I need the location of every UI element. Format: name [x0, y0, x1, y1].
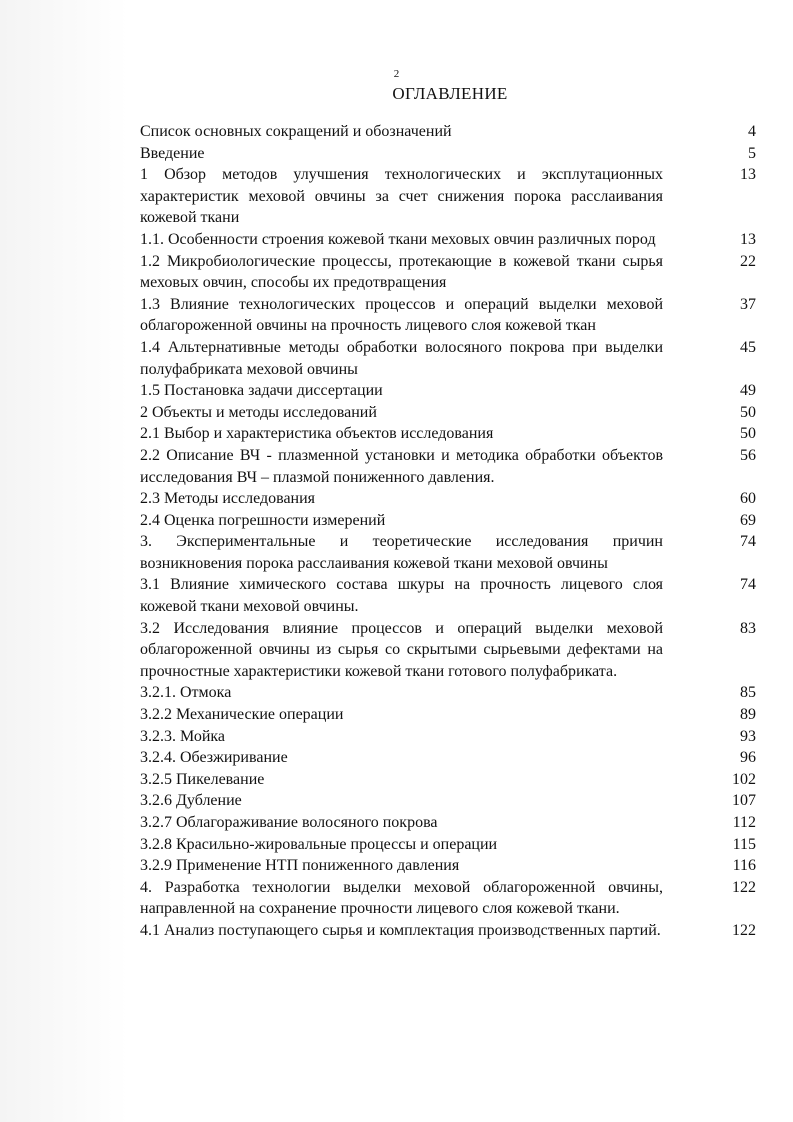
toc-entry-page: 93	[740, 727, 756, 745]
toc-entry-title: 1 Обзор методов улучшения технологических и эксплутационных характеристик меховой овчины за счет снижения порока расслаивания кожевой ткани	[140, 166, 663, 227]
toc-entry	[140, 445, 756, 488]
toc-entry-page: 45	[740, 338, 756, 356]
toc-entry	[140, 769, 756, 791]
toc-entry-page: 96	[740, 749, 756, 767]
toc-entry-page: 122	[732, 878, 756, 896]
toc-entry	[140, 402, 756, 424]
toc-entry	[140, 812, 756, 834]
toc-entry-page: 13	[740, 166, 756, 184]
toc-entry	[140, 877, 756, 920]
toc-entry-title: 3.2 Исследования влияние процессов и операций выделки меховой облагороженной овчины из сырья со скрытыми сырьевыми дефектами на прочностные характеристики кожевой ткани готового полуфабриката.	[140, 619, 663, 680]
toc-entry	[140, 229, 756, 251]
toc-entry	[140, 618, 756, 683]
toc-entry-page: 102	[732, 770, 756, 788]
toc-entry-title: 3.2.5 Пикелевание	[140, 770, 265, 788]
toc-entry	[140, 682, 756, 704]
toc-entry-page: 22	[740, 252, 756, 270]
toc-entry-page: 83	[740, 619, 756, 637]
toc-entry-title: 3.2.2 Механические операции	[140, 706, 344, 724]
toc-entry-title: 2.4 Оценка погрешности измерений	[140, 511, 386, 529]
toc-entry	[140, 855, 756, 877]
toc-entry	[140, 747, 756, 769]
toc-entry-title: 3.1 Влияние химического состава шкуры на прочность лицевого слоя кожевой ткани меховой овчины.	[140, 576, 663, 616]
toc-entry	[140, 143, 756, 165]
toc-entry	[140, 488, 756, 510]
toc-entry-title: 3.2.8 Красильно-жировальные процессы и операции	[140, 835, 498, 853]
toc-entry-title: 3.2.7 Облагораживание волосяного покрова	[140, 814, 438, 831]
toc-entry-title: 2.3 Методы исследования	[140, 490, 316, 508]
toc-entry	[140, 121, 756, 143]
toc-entry-title: 2.1 Выбор и характеристика объектов исследования	[140, 425, 494, 443]
toc-entry-title: 3. Экспериментальные и теоретические исследования причин возникновения порока расслаивания кожевой ткани меховой овчины	[140, 533, 663, 572]
toc-entry	[140, 510, 756, 532]
toc-entry	[140, 704, 756, 726]
toc-entry-page: 115	[732, 835, 756, 853]
toc-entry	[140, 790, 756, 812]
toc-entry-title: 1.4 Альтернативные методы обработки волосяного покрова при выделки полуфабриката меховой овчины	[140, 338, 663, 378]
toc-entry-title: 1.2 Микробиологические процессы, протекающие в кожевой ткани сырья меховых овчин, способы их предотвращения	[140, 252, 663, 292]
toc-entry	[140, 726, 756, 748]
toc-entry-page: 69	[740, 511, 756, 529]
toc-entry-page: 74	[740, 533, 756, 551]
toc-entry-page: 107	[732, 792, 756, 810]
toc-entry-page: 74	[740, 576, 756, 594]
toc-entry-page: 50	[740, 425, 756, 443]
toc-entry-title: 3.2.4. Обезжиривание	[140, 749, 288, 767]
toc-entry	[140, 531, 756, 574]
toc-entry	[140, 337, 756, 380]
scan-edge-shadow	[0, 0, 128, 1122]
toc-entry-title: 3.2.6 Дубление	[140, 792, 242, 810]
toc-entry-title: Список основных сокращений и обозначений	[140, 123, 452, 140]
toc-entry-page: 85	[740, 684, 756, 702]
toc-entry-page: 37	[740, 295, 756, 313]
toc-entry-page: 49	[740, 382, 756, 400]
toc-entry-title: 3.2.1. Отмока	[140, 684, 232, 702]
page-title: ОГЛАВЛЕНИЕ	[392, 84, 508, 103]
toc-entry-page: 50	[740, 403, 756, 421]
table-of-contents	[140, 121, 756, 942]
toc-entry-page: 89	[740, 706, 756, 724]
page-number: 2	[393, 68, 400, 80]
toc-entry-page: 116	[732, 857, 756, 875]
toc-entry-page: 56	[740, 446, 756, 464]
toc-entry-page: 60	[740, 490, 756, 508]
toc-entry	[140, 920, 756, 942]
toc-entry-page: 5	[748, 144, 756, 162]
toc-entry-page: 13	[740, 230, 756, 248]
toc-entry-title: 2 Объекты и методы исследований	[140, 403, 377, 421]
toc-entry-title: 4. Разработка технологии выделки меховой облагороженной овчины, направленной на сохранение прочности лицевого слоя кожевой ткани.	[140, 878, 663, 918]
toc-entry	[140, 380, 756, 402]
toc-entry-title: Введение	[140, 144, 205, 162]
toc-entry-title: 3.2.9 Применение НТП пониженного давления	[140, 857, 460, 875]
toc-entry-page: 122	[732, 921, 756, 939]
toc-entry	[140, 574, 756, 617]
toc-entry-page: 4	[748, 123, 756, 140]
toc-entry-title: 3.2.3. Мойка	[140, 727, 226, 745]
toc-entry-title: 1.5 Постановка задачи диссертации	[140, 382, 383, 400]
toc-entry	[140, 294, 756, 337]
toc-entry	[140, 423, 756, 445]
toc-entry-title: 1.1. Особенности строения кожевой ткани меховых овчин различных пород	[140, 230, 656, 248]
toc-entry	[140, 834, 756, 856]
toc-entry-title: 4.1 Анализ поступающего сырья и комплектация производственных партий.	[140, 921, 661, 939]
toc-entry	[140, 164, 756, 229]
toc-entry-title: 1.3 Влияние технологических процессов и операций выделки меховой облагороженной овчины на прочность лицевого слоя кожевой ткан	[140, 295, 663, 335]
toc-entry	[140, 251, 756, 294]
toc-entry-page: 112	[732, 814, 756, 831]
toc-entry-title: 2.2 Описание ВЧ - плазменной установки и методика обработки объектов исследования ВЧ – плазмой пониженного давления.	[140, 446, 663, 486]
